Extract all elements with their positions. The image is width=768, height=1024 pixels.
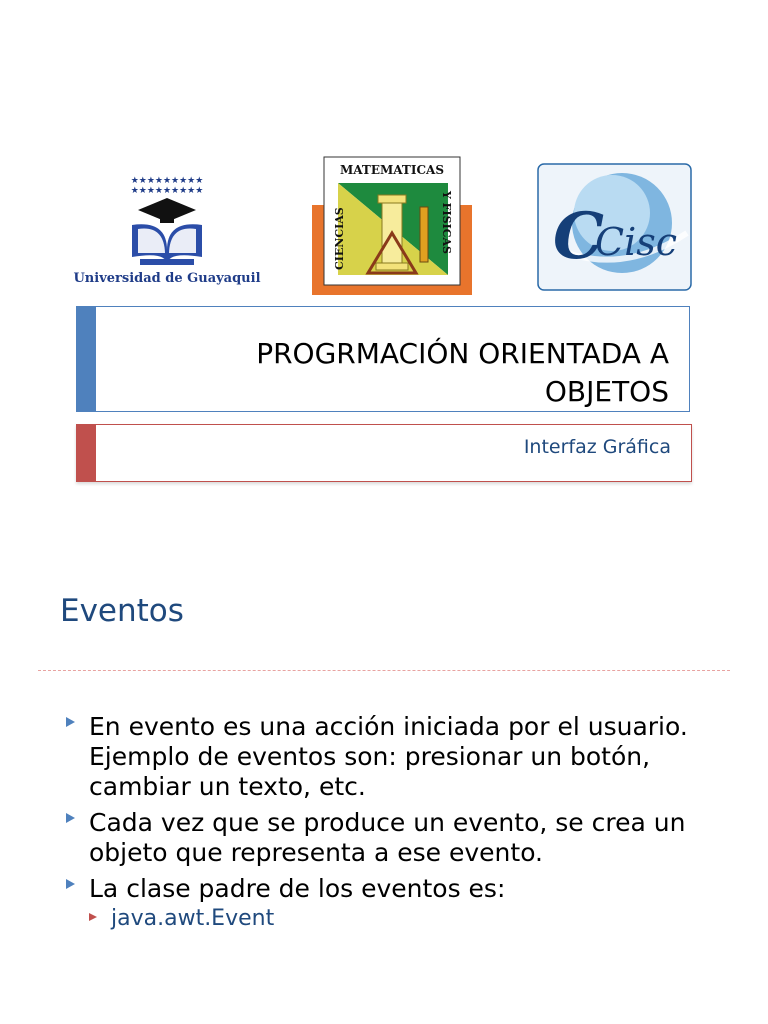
bullet-text: En evento es una acción iniciada por el usuario. Ejemplo de eventos son: presionar un botón, cambiar un texto, etc. [89, 712, 688, 801]
bullet-arrow-icon [66, 813, 75, 823]
bullet-arrow-icon [66, 717, 75, 727]
list-item [60, 808, 750, 868]
subtitle-box [76, 424, 692, 482]
bullet-arrow-icon [66, 879, 75, 889]
title-accent-bar [76, 306, 96, 412]
svg-text:★★★★★★★★★: ★★★★★★★★★ [130, 186, 204, 196]
title-line-1: PROGRMACIÓN ORIENTADA A [256, 337, 669, 370]
subtitle: Interfaz Gráfica [523, 436, 671, 458]
title-line-2: OBJETOS [544, 375, 669, 408]
list-item [60, 712, 750, 802]
fisicas-logo-top-text: MATEMATICAS [339, 163, 445, 177]
bullet-text: Cada vez que se produce un evento, se crea un objeto que representa a ese evento. [89, 808, 686, 867]
section-heading: Eventos [60, 593, 184, 629]
matematicas-fisicas-logo [308, 155, 476, 298]
bullet-list [60, 712, 750, 934]
subtitle-accent-bar [76, 424, 96, 482]
cisc-logo-text: Cisc [595, 220, 678, 264]
title-box [76, 306, 690, 412]
universidad-guayaquil-logo [72, 165, 262, 290]
svg-text:C: C [553, 199, 604, 274]
sub-bullet-text: java.awt.Event [111, 906, 275, 931]
fisicas-logo-right-text: Y FISICAS [440, 191, 453, 254]
cisc-logo [537, 163, 692, 291]
sub-list-item [60, 904, 750, 934]
bullet-text: La clase padre de los eventos es: [89, 874, 506, 903]
page-title [149, 335, 669, 411]
sub-bullet-arrow-icon [89, 913, 97, 921]
svg-text:★★★★★★★★★: ★★★★★★★★★ [130, 176, 204, 186]
list-item [60, 874, 750, 904]
section-divider [38, 670, 730, 671]
guayaquil-logo-text: Universidad de Guayaquil [73, 271, 261, 286]
fisicas-logo-left-text: CIENCIAS [333, 207, 346, 270]
